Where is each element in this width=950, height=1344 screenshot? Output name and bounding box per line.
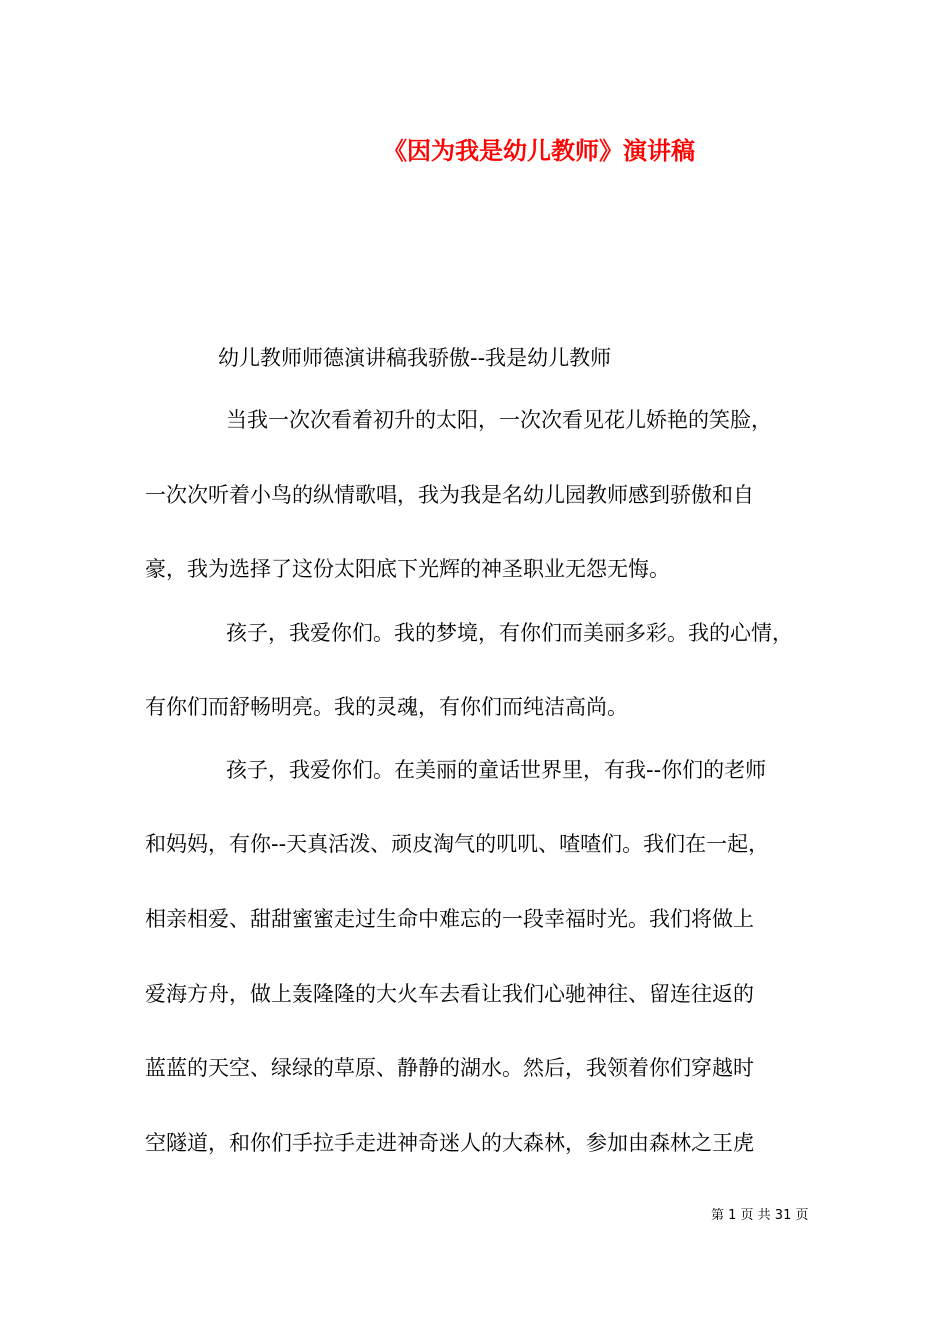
paragraph-line: 和妈妈，有你--天真活泼、顽皮淘气的叽叽、喳喳们。我们在一起， <box>145 832 770 856</box>
paragraph-line: 有你们而舒畅明亮。我的灵魂，有你们而纯洁高尚。 <box>145 695 628 719</box>
paragraph-line: 当我一次次看着初升的太阳，一次次看见花儿娇艳的笑脸， <box>226 408 772 432</box>
document-title: 《因为我是幼儿教师》演讲稿 <box>383 137 695 165</box>
page-number-footer: 第 1 页 共 31 页 <box>711 1208 809 1223</box>
paragraph-line: 一次次听着小鸟的纵情歌唱，我为我是名幼儿园教师感到骄傲和自 <box>145 483 754 507</box>
paragraph-line: 相亲相爱、甜甜蜜蜜走过生命中难忘的一段幸福时光。我们将做上 <box>145 907 754 931</box>
document-subtitle: 幼儿教师师德演讲稿我骄傲--我是幼儿教师 <box>218 346 612 370</box>
paragraph-line: 蓝蓝的天空、绿绿的草原、静静的湖水。然后，我领着你们穿越时 <box>145 1056 754 1080</box>
paragraph-line: 空隧道，和你们手拉手走进神奇迷人的大森林，参加由森林之王虎 <box>145 1131 754 1155</box>
paragraph-line: 孩子，我爱你们。我的梦境，有你们而美丽多彩。我的心情， <box>226 621 793 645</box>
paragraph-line: 爱海方舟，做上轰隆隆的大火车去看让我们心驰神往、留连往返的 <box>145 982 754 1006</box>
paragraph-line: 豪，我为选择了这份太阳底下光辉的神圣职业无怨无悔。 <box>145 557 670 581</box>
paragraph-line: 孩子，我爱你们。在美丽的童话世界里，有我--你们的老师 <box>226 758 767 782</box>
